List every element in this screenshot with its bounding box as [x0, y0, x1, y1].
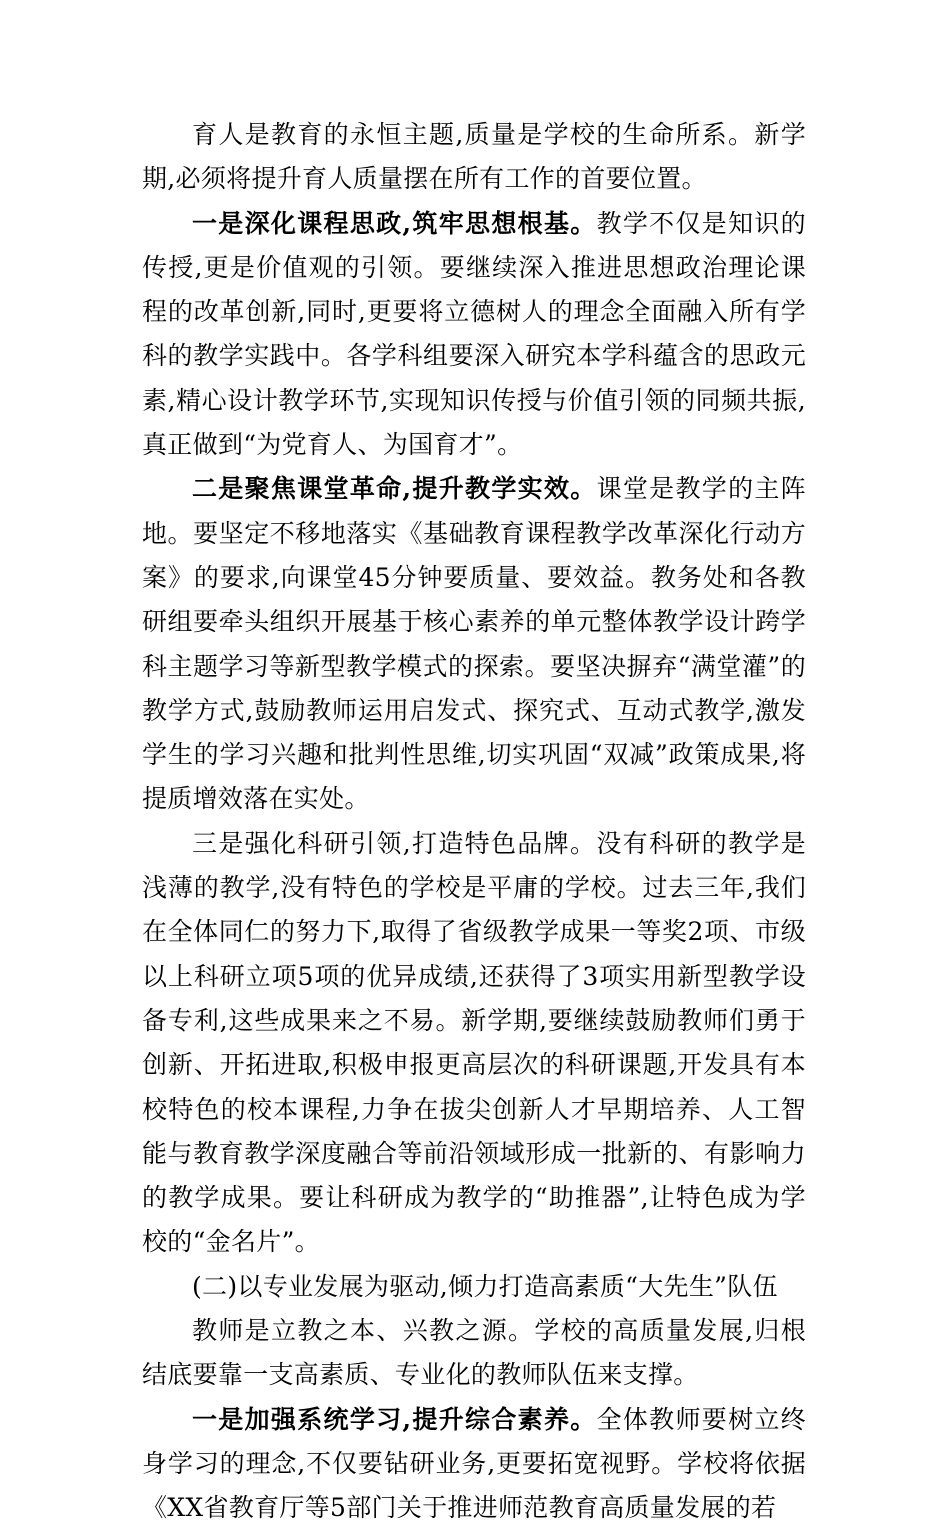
paragraph-body: 教师是立教之本、兴教之源。学校的高质量发展,归根结底要靠一支高素质、专业化的教师队伍来支撑。	[142, 1316, 806, 1390]
paragraph-classroom-revolution	[142, 467, 806, 821]
paragraph-body: 全体教师要树立终身学习的理念,不仅要钻研业务,更要拓宽视野。学校将依据《XX省教育厅等5部门关于推进师范教育高质量发展的若	[142, 1404, 806, 1523]
paragraph-body: (二)以专业发展为驱动,倾力打造高素质“大先生”队伍	[192, 1271, 778, 1301]
paragraph-research-lead	[142, 822, 806, 1265]
paragraph-lead: 二是聚焦课堂革命,提升教学实效。	[192, 474, 597, 504]
paragraph-teacher-foundation	[142, 1309, 806, 1398]
paragraph-lead: 一是深化课程思政,筑牢思想根基。	[192, 208, 597, 238]
document-page	[142, 113, 806, 1531]
paragraph-body: 教学不仅是知识的传授,更是价值观的引领。要继续深入推进思想政治理论课程的改革创新,同时,更要将立德树人的理念全面融入所有学科的教学实践中。各学科组要深入研究本学科蕴含的思政元素,精心设计教学环节,实现知识传授与价值引领的同频共振,真正做到“为党育人、为国育才”。	[142, 208, 806, 460]
section-heading-teacher-team	[142, 1265, 806, 1309]
paragraph-quality-intro	[142, 113, 806, 202]
paragraph-lead: 一是加强系统学习,提升综合素养。	[192, 1404, 597, 1434]
paragraph-body: 育人是教育的永恒主题,质量是学校的生命所系。新学期,必须将提升育人质量摆在所有工作的首要位置。	[142, 120, 806, 194]
paragraph-body: 三是强化科研引领,打造特色品牌。没有科研的教学是浅薄的教学,没有特色的学校是平庸的学校。过去三年,我们在全体同仁的努力下,取得了省级教学成果一等奖2项、市级以上科研立项5项的优异成绩,还获得了3项实用新型教学设备专利,这些成果来之不易。新学期,要继续鼓励教师们勇于创新、开拓进取,积极申报更高层次的科研课题,开发具有本校特色的校本课程,力争在拔尖创新人才早期培养、人工智能与教育教学深度融合等前沿领域形成一批新的、有影响力的教学成果。要让科研成为教学的“助推器”,让特色成为学校的“金名片”。	[142, 828, 806, 1257]
paragraph-systematic-learning	[142, 1398, 806, 1531]
paragraph-course-ideology	[142, 202, 806, 468]
paragraph-body: 课堂是教学的主阵地。要坚定不移地落实《基础教育课程教学改革深化行动方案》的要求,向课堂45分钟要质量、要效益。教务处和各教研组要牵头组织开展基于核心素养的单元整体教学设计跨学科主题学习等新型教学模式的探索。要坚决摒弃“满堂灌”的教学方式,鼓励教师运用启发式、探究式、互动式教学,激发学生的学习兴趣和批判性思维,切实巩固“双减”政策成果,将提质增效落在实处。	[142, 474, 806, 814]
